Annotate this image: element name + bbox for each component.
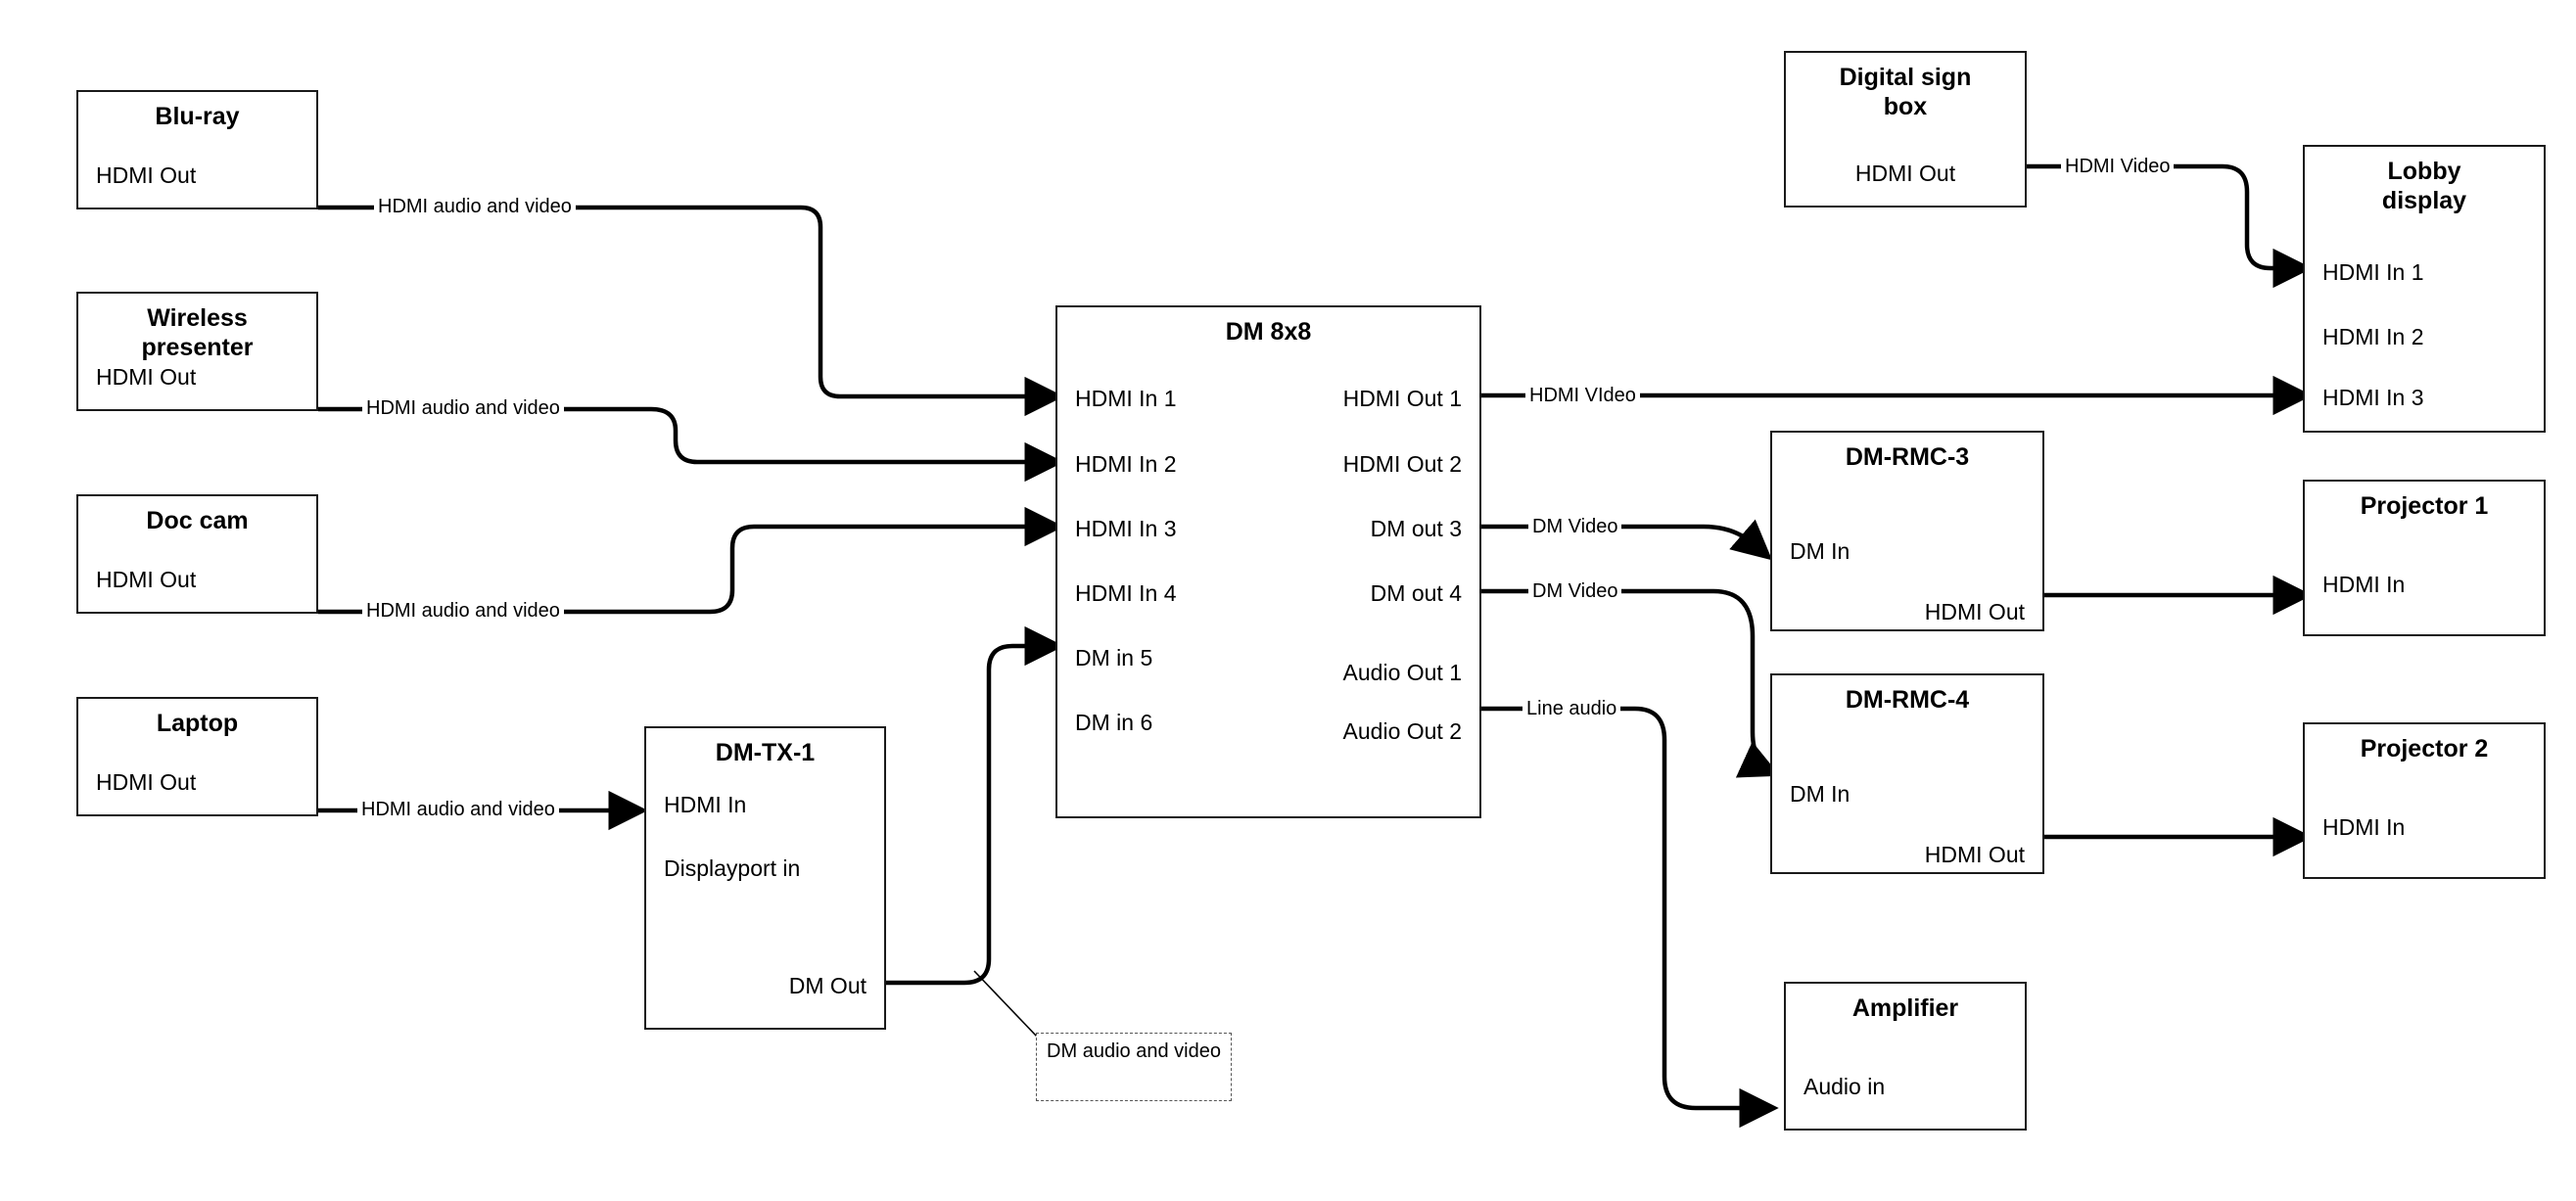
node-title: Blu-ray	[155, 103, 240, 130]
port-rmc3-hdmi-out[interactable]: HDMI Out	[1924, 599, 2025, 624]
port-signbox-hdmi-out[interactable]: HDMI Out	[1854, 161, 1956, 186]
wire-dm-to-amp	[1481, 709, 1772, 1108]
node-lobby-display[interactable]	[2303, 145, 2546, 433]
node-amplifier[interactable]	[1784, 982, 2027, 1131]
port-tx-hdmi-in[interactable]: HDMI In	[664, 792, 747, 817]
node-wireless-presenter[interactable]	[76, 292, 318, 411]
port-tx-dm-out[interactable]: DM Out	[788, 973, 866, 998]
port-doccam-hdmi-out[interactable]: HDMI Out	[96, 567, 197, 592]
port-dm-hdmi-in-1[interactable]: HDMI In 1	[1075, 386, 1177, 411]
edge-label-dm-to-rmc4: DM Video	[1528, 580, 1621, 602]
port-laptop-hdmi-out[interactable]: HDMI Out	[96, 769, 197, 795]
port-tx-displayport-in[interactable]: Displayport in	[664, 855, 801, 881]
port-proj1-hdmi-in[interactable]: HDMI In	[2322, 572, 2406, 597]
port-dm-audio-out-1[interactable]: Audio Out 1	[1342, 660, 1462, 685]
port-dm-hdmi-in-3[interactable]: HDMI In 3	[1075, 516, 1177, 541]
port-proj2-hdmi-in[interactable]: HDMI In	[2322, 814, 2406, 840]
edge-label-doccam-to-dm: HDMI audio and video	[362, 600, 564, 622]
node-title: DM-RMC-4	[1845, 686, 1970, 714]
port-wireless-hdmi-out[interactable]: HDMI Out	[96, 364, 197, 390]
node-laptop[interactable]	[76, 697, 318, 816]
edge-label-bluray-to-dm: HDMI audio and video	[374, 196, 576, 217]
node-dm-8x8[interactable]	[1055, 305, 1481, 818]
edge-label-laptop-to-tx: HDMI audio and video	[357, 799, 559, 820]
node-bluray[interactable]	[76, 90, 318, 209]
edge-label-dm-to-lobby: HDMI VIdeo	[1525, 385, 1640, 406]
wire-doccam-to-dm	[318, 527, 1057, 612]
port-rmc4-dm-in[interactable]: DM In	[1790, 781, 1850, 807]
wire-signbox-to-lobby	[2027, 166, 2306, 268]
port-dm-audio-out-2[interactable]: Audio Out 2	[1342, 718, 1462, 744]
port-dm-hdmi-in-4[interactable]: HDMI In 4	[1075, 580, 1177, 606]
node-title: Doc cam	[146, 507, 249, 534]
node-dm-rmc-3[interactable]	[1770, 431, 2044, 631]
port-dm-hdmi-out-2[interactable]: HDMI Out 2	[1342, 451, 1462, 477]
port-dm-hdmi-out-1[interactable]: HDMI Out 1	[1342, 386, 1462, 411]
port-bluray-hdmi-out[interactable]: HDMI Out	[96, 162, 197, 188]
wire-tx-to-dm	[886, 646, 1057, 983]
node-projector-2[interactable]	[2303, 722, 2546, 879]
wire-dm-to-rmc3	[1481, 527, 1767, 556]
port-dm-in-5[interactable]: DM in 5	[1075, 645, 1153, 670]
node-dm-rmc-4[interactable]	[1770, 673, 2044, 874]
node-title: Amplifier	[1851, 994, 1959, 1022]
edge-label-wireless-to-dm: HDMI audio and video	[362, 397, 564, 419]
edge-label-dm-to-amp: Line audio	[1522, 698, 1620, 719]
port-dm-out-4[interactable]: DM out 4	[1370, 580, 1462, 606]
node-title: DM-RMC-3	[1845, 443, 1970, 471]
port-dm-in-6[interactable]: DM in 6	[1075, 710, 1153, 735]
port-lobby-hdmi-in-3[interactable]: HDMI In 3	[2322, 385, 2424, 410]
node-title: Laptop	[156, 710, 239, 737]
node-dm-tx-1[interactable]	[644, 726, 886, 1030]
node-title: Digital sign box	[1839, 64, 1972, 120]
node-title: Projector 2	[2360, 735, 2489, 762]
leader-dm-audio-video-note	[974, 971, 1038, 1038]
port-rmc4-hdmi-out[interactable]: HDMI Out	[1924, 842, 2025, 867]
wire-dm-to-rmc4	[1481, 591, 1774, 773]
port-lobby-hdmi-in-2[interactable]: HDMI In 2	[2322, 324, 2424, 349]
note-dm-audio-and-video: DM audio and video	[1036, 1033, 1232, 1101]
node-digital-sign-box[interactable]	[1784, 51, 2027, 208]
wire-bluray-to-dm	[318, 208, 1057, 396]
node-title: Wireless presenter	[141, 304, 254, 361]
node-title: Lobby display	[2381, 158, 2467, 214]
port-rmc3-dm-in[interactable]: DM In	[1790, 538, 1850, 564]
edge-label-dm-to-rmc3: DM Video	[1528, 516, 1621, 537]
node-title: DM-TX-1	[715, 739, 816, 766]
node-doc-cam[interactable]	[76, 494, 318, 614]
port-dm-out-3[interactable]: DM out 3	[1370, 516, 1462, 541]
port-amp-audio-in[interactable]: Audio in	[1803, 1074, 1886, 1099]
port-dm-hdmi-in-2[interactable]: HDMI In 2	[1075, 451, 1177, 477]
node-projector-1[interactable]	[2303, 480, 2546, 636]
port-lobby-hdmi-in-1[interactable]: HDMI In 1	[2322, 259, 2424, 285]
node-title: Projector 1	[2360, 492, 2489, 520]
node-title: DM 8x8	[1225, 318, 1312, 346]
edge-label-signbox-to-lobby: HDMI Video	[2061, 156, 2174, 177]
